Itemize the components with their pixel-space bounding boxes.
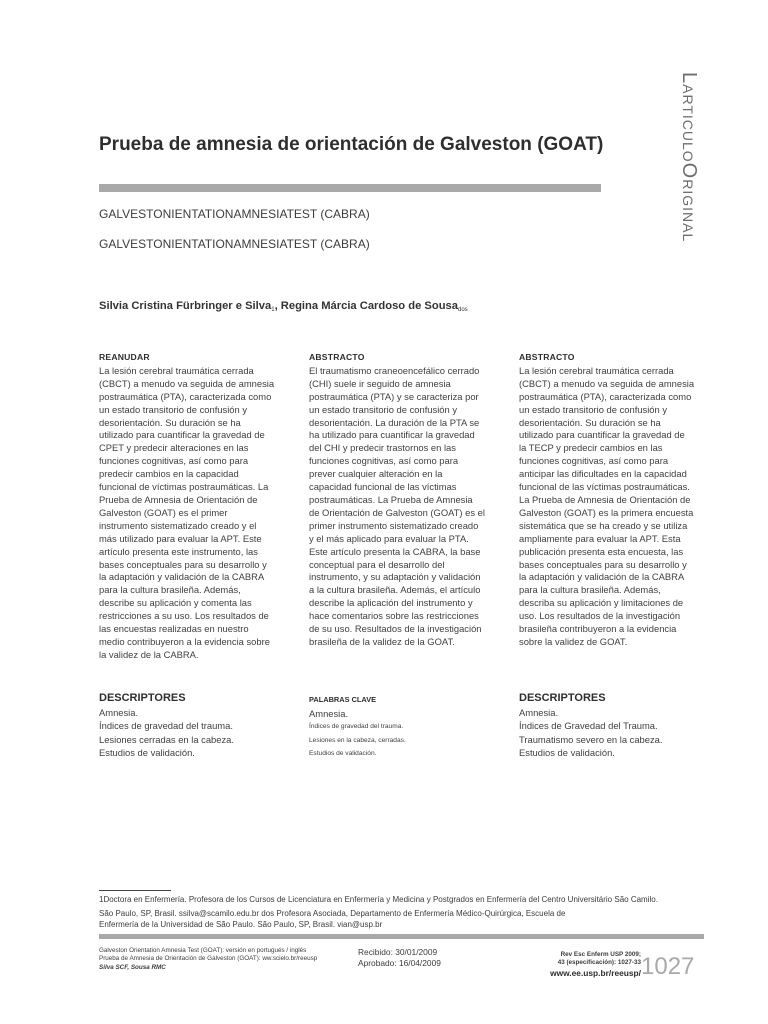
section-label-word2: RIGINAL <box>680 179 696 243</box>
journal-reference <box>545 951 641 968</box>
received-date: Recibido: 30/01/2009 <box>358 947 438 957</box>
author-line <box>99 300 468 313</box>
section-label-initial2: O <box>678 162 700 180</box>
journal-reference-line: Rev Esc Enferm USP 2009; <box>560 951 641 958</box>
descriptor-item: Traumatismo severo en la cabeza. <box>519 733 663 745</box>
author-1-affiliation: 1 <box>271 307 275 313</box>
descriptors-heading: DESCRIPTORES <box>99 692 186 704</box>
descriptor-item: Amnesia. <box>309 708 349 719</box>
descriptor-item: Lesiones en la cabeza, cerradas. <box>309 736 406 744</box>
author-1: Silvia Cristina Fürbringer e Silva <box>99 300 272 312</box>
footnote-rule <box>99 890 171 891</box>
descriptors-column-3 <box>519 692 709 759</box>
abstract-column-2 <box>309 351 495 649</box>
abstract-body: La lesión cerebral traumática cerrada (CBCT) a menudo va seguida de amnesia postraumática (PTA), caracterizada como un estado transitorio de confusión y desorientación. Su duración se ha utilizado para cuantificar la gravedad de CPET y predecir alteraciones en las funciones cognitivas, así como para predecir cambios en la capacidad funcional de víctimas postraumáticas. La Prueba de Amnesia de Orientación de Galveston (GOAT) es el primer instrumento sistematizado creado y el más utilizado para evaluar la APT. Este artículo presenta este instrumento, las bases conceptuales para su desarrollo y la adaptación y validación de la CABRA para la cultura brasileña. Además, describe su aplicación y comenta las restricciones a su uso. Los resultados de las encuestas realizadas en nuestro medio contribuyeron a la evidencia sobre la validez de la CABRA. <box>99 364 275 660</box>
alt-title-english: GALVESTONIENTATIONAMNESIATEST (CABRA) <box>99 207 370 221</box>
descriptor-item: Estudios de validación. <box>519 746 615 758</box>
section-label-initial: L <box>678 72 700 85</box>
descriptor-item: Índices de gravedad del trauma. <box>99 720 233 732</box>
section-label-word1: ARTICULO <box>680 84 696 163</box>
alt-title-spanish: GALVESTONIENTATIONAMNESIATEST (CABRA) <box>99 237 370 251</box>
footnote-line: Enfermería de la Universidad de São Paulo. São Paulo, SP, Brasil. vian@usp.br <box>99 920 383 929</box>
descriptor-item: Estudios de validación. <box>99 746 195 758</box>
footer-dates <box>358 947 441 968</box>
descriptors-heading: DESCRIPTORES <box>519 692 606 704</box>
descriptor-item: Amnesia. <box>519 707 559 718</box>
abstract-body: La lesión cerebral traumática cerrada (CBCT) a menudo va seguida de amnesia postraumática (PTA), caracterizada como un estado transitorio de confusión y desorientación. Su duración se ha utilizado para cuantificar la gravedad de la TECP y predecir cambios en las funciones cognitivas, así como para anticipar las dificultades en la capacidad funcional de las víctimas postraumáticas. La Prueba de Amnesia de Orientación de Galveston (GOAT) es la primera encuesta sistemática que se ha creado y se utiliza ampliamente para evaluar la APT. Esta publicación presenta esta encuesta, las bases conceptuales para su desarrollo y la adaptación y validación de la CABRA para la cultura brasileña. Además, describa su aplicación y limitaciones de uso. Los resultados de la investigación brasileña contribuyeron a la evidencia sobre la validez de GOAT. <box>519 364 695 647</box>
descriptors-column-1 <box>99 692 289 759</box>
keywords-heading: PALABRAS CLAVE <box>309 695 377 704</box>
footnote-line: 1Doctora en Enfermería. Profesora de los Cursos de Licenciatura en Enfermería y Medicina y Postgrados en Enfermería del Centro Universitário São Camilo. <box>99 895 658 904</box>
section-label <box>677 72 700 243</box>
footer-citation-line: Prueba de Amnesia de Orientación de Galveston (GOAT): ww.scielo.br/reeusp <box>99 955 318 963</box>
descriptor-item: Amnesia. <box>99 707 139 718</box>
article-title: Prueba de amnesia de orientación de Galveston (GOAT) <box>99 134 604 155</box>
author-2-affiliation: dos <box>457 307 468 313</box>
author-2: Regina Márcia Cardoso de Sousa <box>280 300 458 312</box>
author-separator: , <box>274 300 281 312</box>
journal-url[interactable]: www.ee.usp.br/reeusp/ <box>550 968 641 978</box>
journal-reference-line: 43 (especificación): 1027-33 <box>557 959 641 967</box>
abstract-body: El traumatismo craneoencefálico cerrado (CHI) suele ir seguido de amnesia postraumática (PTA) y se caracteriza por un estado transitorio de confusión y desorientación. La duración de la PTA se ha utilizado para cuantificar la gravedad del CHI y predecir trastornos en las funciones cognitivas, así como para prever cualquier alteración en la capacidad funcional de las víctimas postraumáticas. La Prueba de Amnesia de Orientación de Galveston (GOAT) es el primer instrumento sistematizado creado y el más aplicado para evaluar la PTA. Este artículo presenta la CABRA, la base conceptual para el desarrollo del instrumento, y su adaptación y validación a la cultura brasileña. Además, el artículo describe la aplicación del instrumento y hace comentarios sobre las restricciones de su uso. Resultados de la investigación brasileña de la validez de la GOAT. <box>309 364 485 647</box>
descriptor-item: Índices de gravedad del trauma. <box>309 723 404 731</box>
descriptors-column-2 <box>309 692 499 760</box>
footer-citation-authors: Silva SCF, Sousa RMC <box>99 963 166 971</box>
descriptor-item: Índices de Gravedad del Trauma. <box>519 720 658 732</box>
footnote-line: São Paulo, SP, Brasil. ssilva@scamilo.edu.br dos Profesora Asociada, Departamento de Enfermería Médico-Quirúrgica, Escuela de <box>99 909 566 918</box>
abstract-column-1 <box>99 351 285 662</box>
footer-citation-line: Galveston Orientation Amnesia Test (GOAT): versión en portugués / inglés <box>99 947 307 954</box>
abstract-heading: REANUDAR <box>99 352 150 362</box>
descriptor-item: Estudios de validación. <box>309 749 377 757</box>
title-divider <box>99 184 601 192</box>
abstract-heading: ABSTRACTO <box>309 352 365 362</box>
page-number: 1027 <box>641 953 695 980</box>
abstract-column-3 <box>519 351 705 649</box>
footer-citation <box>99 947 317 972</box>
footer-divider <box>99 934 704 939</box>
abstract-heading: ABSTRACTO <box>519 352 575 362</box>
descriptor-item: Lesiones cerradas en la cabeza. <box>99 733 234 745</box>
approved-date: Aprobado: 16/04/2009 <box>358 957 441 968</box>
